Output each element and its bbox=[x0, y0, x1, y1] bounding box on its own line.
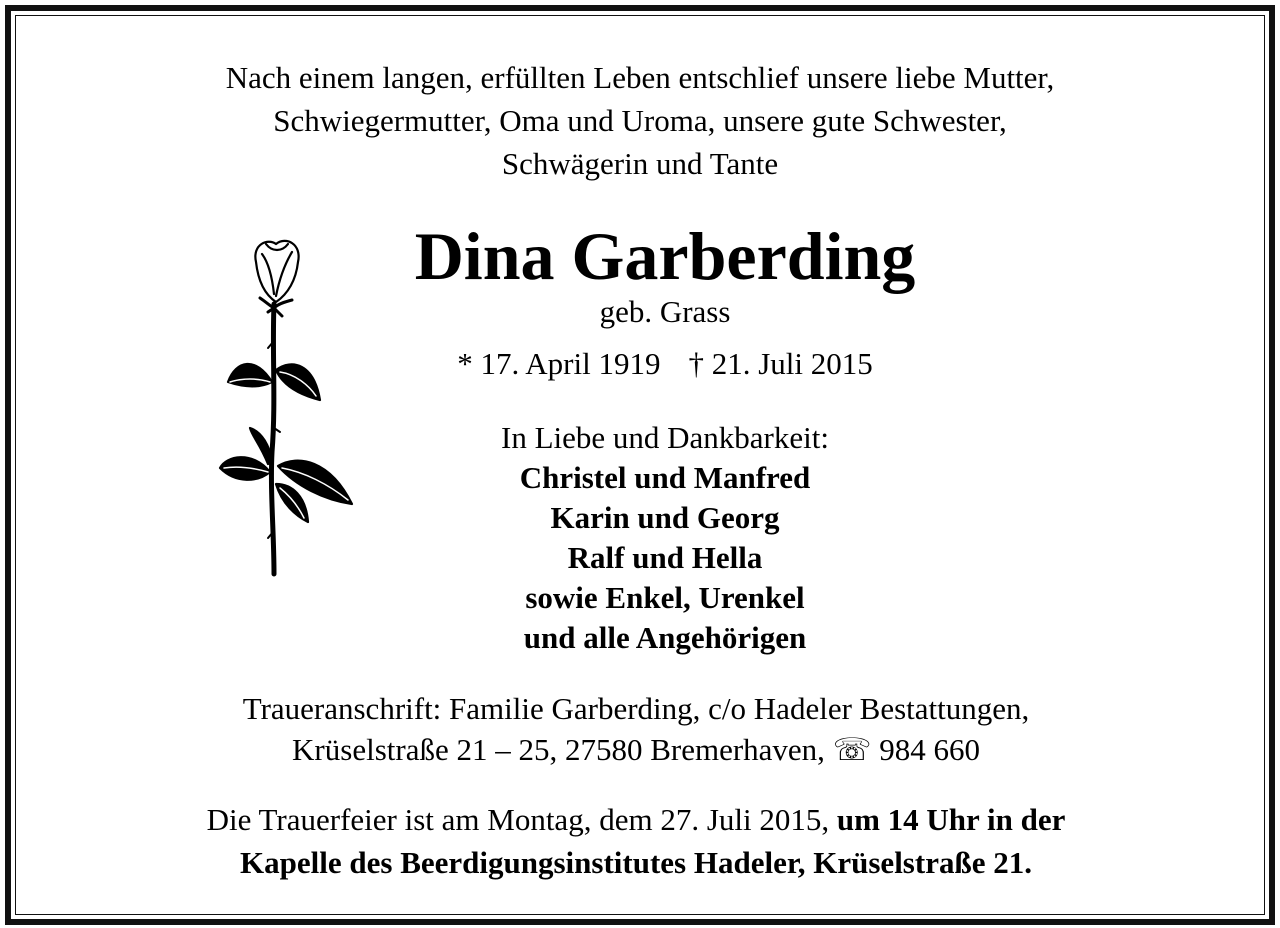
deceased-name: Dina Garberding bbox=[414, 218, 916, 294]
ceremony-location: Kapelle des Beerdigungsinstitutes Hadeler, Krüselstraße 21. bbox=[240, 845, 1032, 880]
mourner-line: sowie Enkel, Urenkel bbox=[525, 580, 805, 615]
mourners-block bbox=[0, 418, 1280, 658]
death-date: † 21. Juli 2015 bbox=[688, 346, 873, 381]
intro-text bbox=[0, 56, 1280, 185]
ceremony-date: Die Trauerfeier ist am Montag, dem 27. Juli 2015, bbox=[206, 802, 830, 837]
mourner-line: Christel und Manfred bbox=[519, 460, 811, 495]
mourner-line: Karin und Georg bbox=[550, 500, 780, 535]
phone-number: 984 660 bbox=[879, 732, 980, 767]
ceremony-info bbox=[0, 798, 1272, 884]
ceremony-line bbox=[0, 798, 1272, 841]
intro-line: Nach einem langen, erfüllten Leben entschlief unsere liebe Mutter, bbox=[225, 60, 1055, 95]
life-dates bbox=[0, 344, 1280, 384]
intro-line: Schwägerin und Tante bbox=[501, 146, 779, 181]
mourner-line: Ralf und Hella bbox=[567, 540, 763, 575]
mourner-line: und alle Angehörigen bbox=[523, 620, 807, 655]
address-line: Traueranschrift: Familie Garberding, c/o Hadeler Bestattungen, bbox=[242, 691, 1030, 726]
mourning-address bbox=[0, 688, 1272, 770]
address-street: Krüselstraße 21 – 25, 27580 Bremerhaven, bbox=[292, 732, 825, 767]
ceremony-time: um 14 Uhr in der bbox=[836, 802, 1066, 837]
birth-date: * 17. April 1919 bbox=[457, 346, 661, 381]
address-line bbox=[0, 729, 1272, 770]
telephone-icon: ☏ bbox=[832, 732, 872, 767]
birth-name: geb. Grass bbox=[599, 294, 731, 329]
intro-line: Schwiegermutter, Oma und Uroma, unsere gute Schwester, bbox=[273, 103, 1007, 138]
mourners-intro: In Liebe und Dankbarkeit: bbox=[501, 420, 829, 455]
